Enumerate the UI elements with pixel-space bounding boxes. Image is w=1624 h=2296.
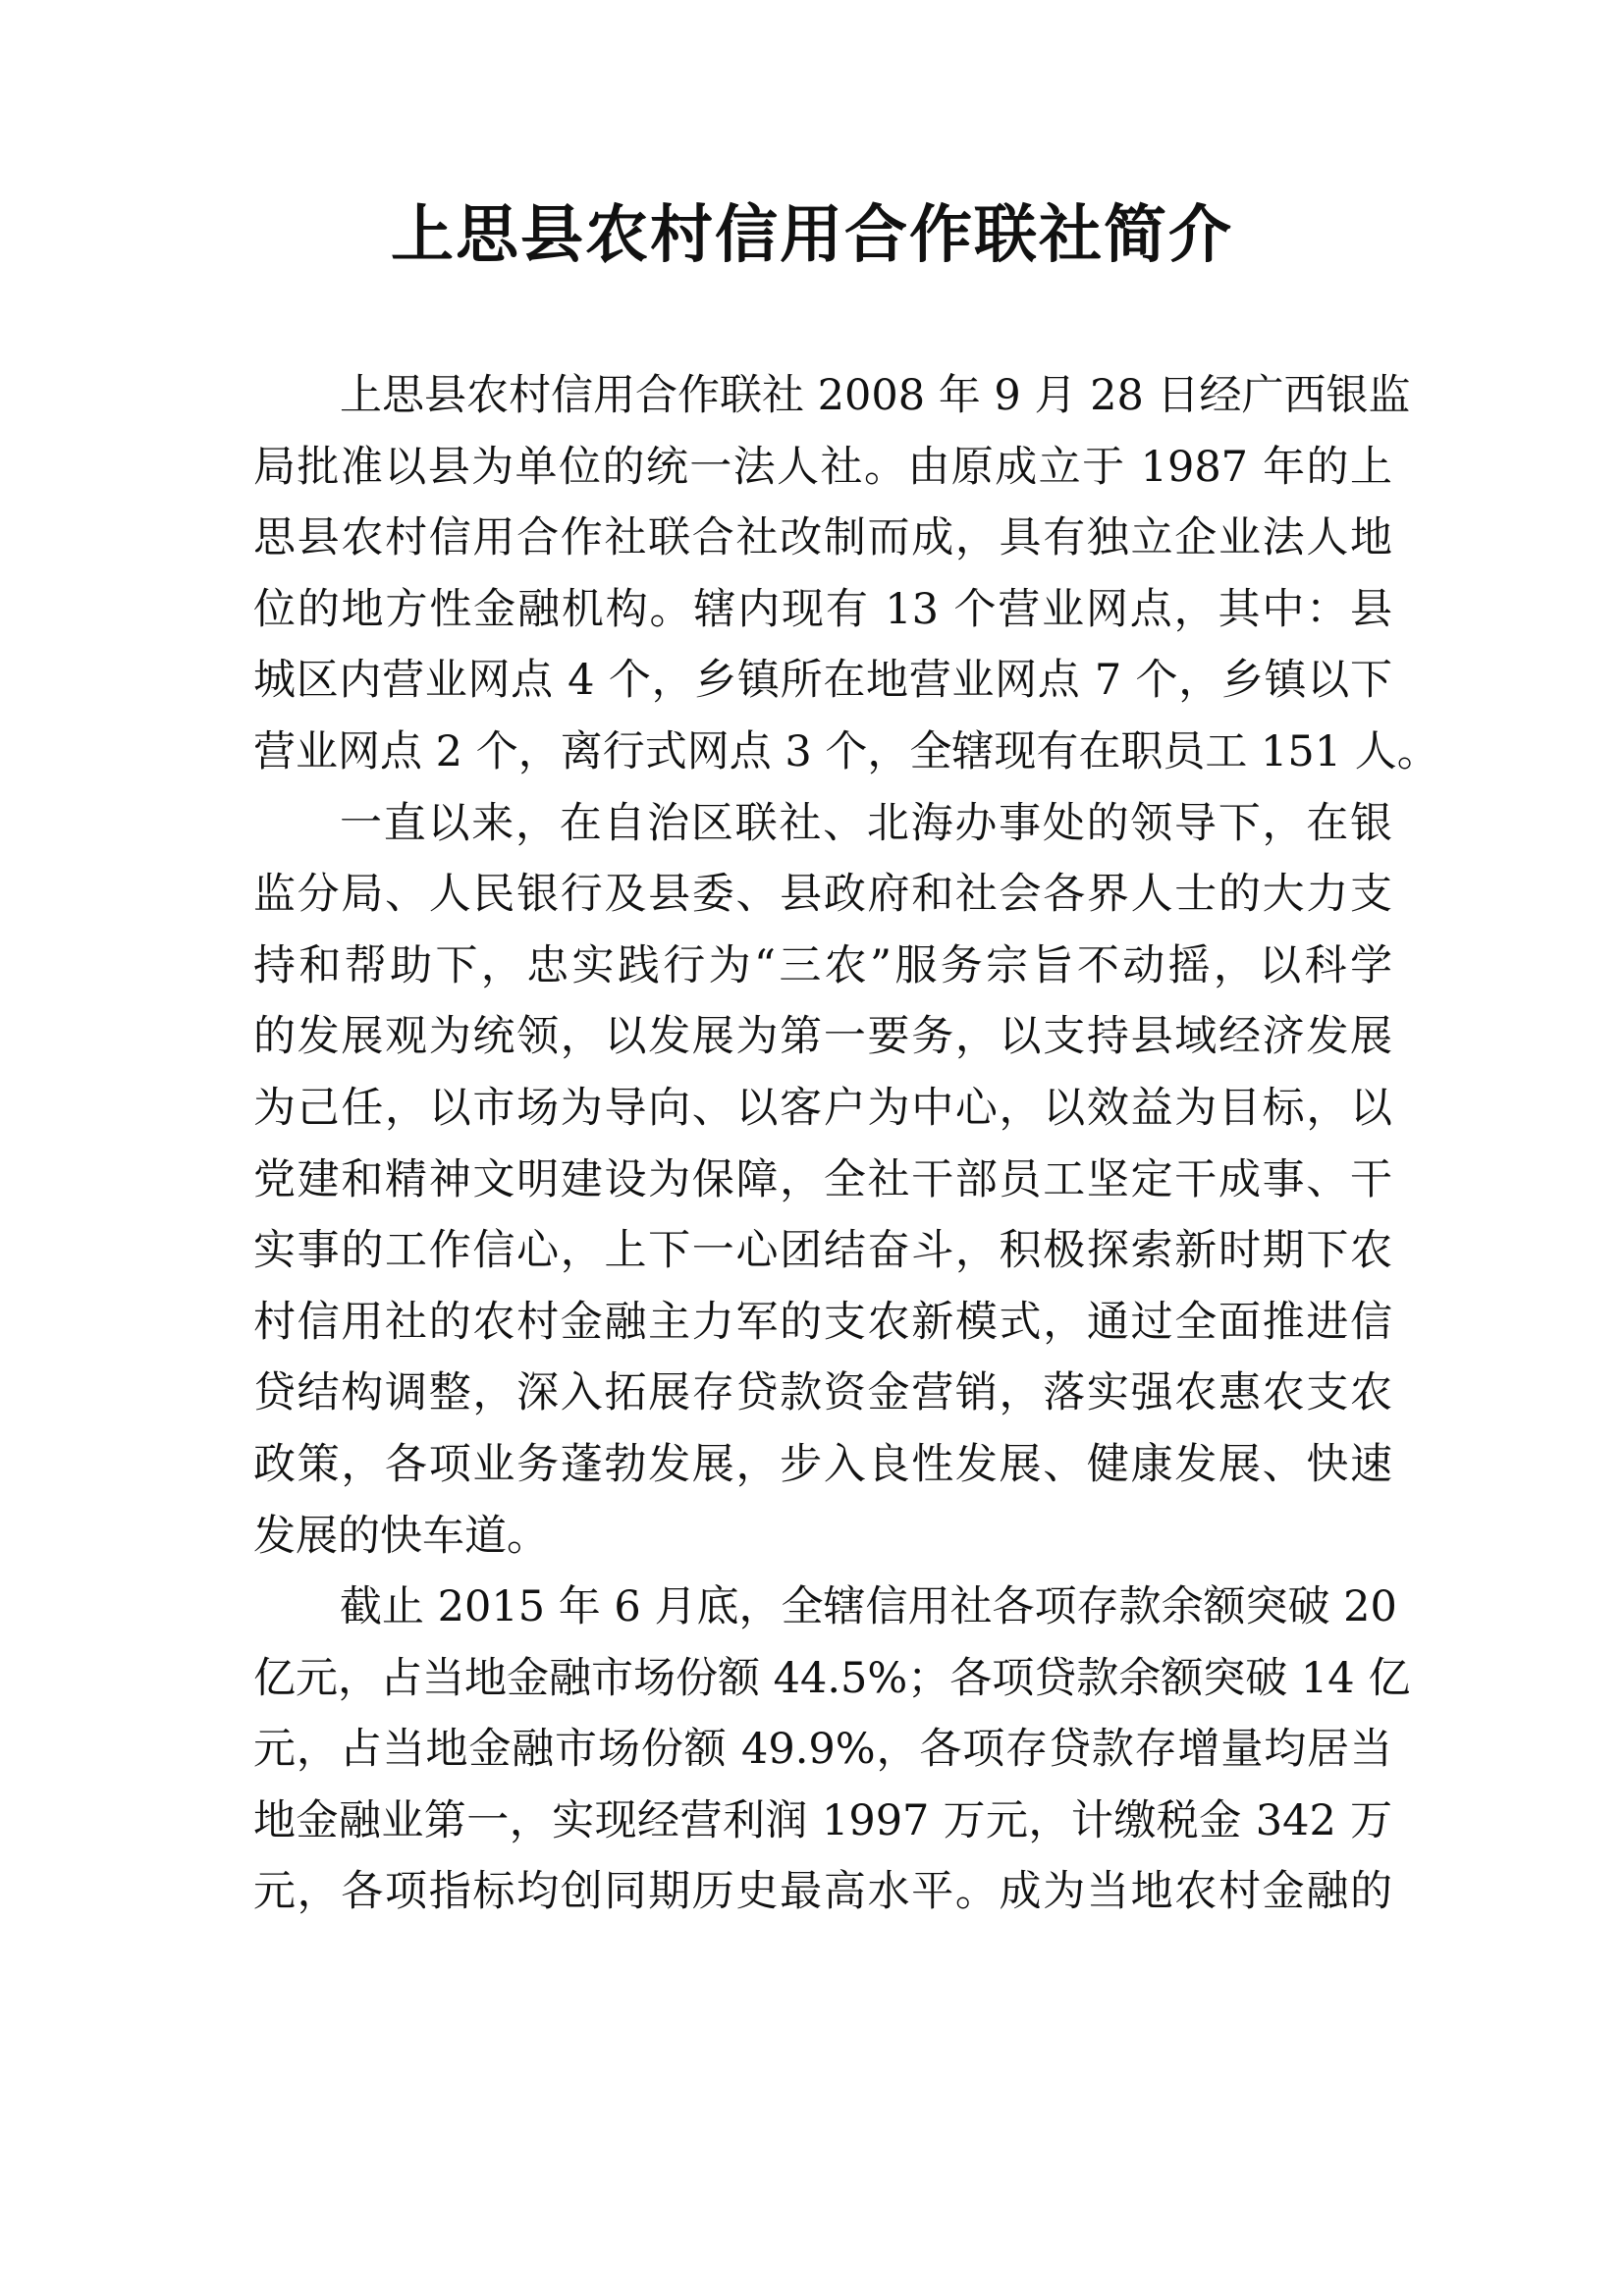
text-line: 政策，各项业务蓬勃发展，步入良性发展、健康发展、快速: [253, 1439, 1392, 1489]
text-line: 地金融业第一，实现经营利润 1997 万元，计缴税金 342 万: [253, 1795, 1392, 1845]
text-line: 上思县农村信用合作联社 2008 年 9 月 28 日经广西银监: [340, 371, 1411, 420]
text-line: 贷结构调整，深入拓展存贷款资金营销，落实强农惠农支农: [253, 1368, 1392, 1418]
text-line: 元，占当地金融市场份额 49.9%，各项存贷款存增量均居当: [253, 1725, 1392, 1775]
text-line: 营业网点 2 个，离行式网点 3 个，全辖现有在职员工 151 人。: [253, 726, 1439, 776]
document-body: [253, 360, 1439, 1928]
text-line: 的发展观为统领，以发展为第一要务，以支持县域经济发展: [253, 1012, 1392, 1062]
paragraph-3: [253, 1572, 1411, 1928]
text-line: 实事的工作信心，上下一心团结奋斗，积极探索新时期下农: [253, 1226, 1392, 1276]
text-line: 截止 2015 年 6 月底，全辖信用社各项存款余额突破 20: [340, 1582, 1397, 1632]
text-line: 城区内营业网点 4 个，乡镇所在地营业网点 7 个，乡镇以下: [253, 656, 1392, 706]
text-line: 监分局、人民银行及县委、县政府和社会各界人士的大力支: [253, 870, 1392, 920]
text-line: 为己任，以市场为导向、以客户为中心，以效益为目标，以: [253, 1083, 1392, 1133]
text-line: 元，各项指标均创同期历史最高水平。成为当地农村金融的: [253, 1867, 1392, 1917]
text-line: 位的地方性金融机构。辖内现有 13 个营业网点，其中：县: [253, 584, 1392, 634]
text-line: 党建和精神文明建设为保障，全社干部员工坚定干成事、干: [253, 1154, 1392, 1204]
text-line: 村信用社的农村金融主力军的支农新模式，通过全面推进信: [253, 1297, 1392, 1347]
text-line: 亿元，占当地金融市场份额 44.5%；各项贷款余额突破 14 亿: [253, 1653, 1411, 1703]
paragraph-2: [253, 788, 1392, 1573]
text-line: 一直以来，在自治区联社、北海办事处的领导下，在银: [340, 798, 1392, 848]
page-title: 上思县农村信用合作联社简介: [391, 199, 1233, 272]
paragraph-1: [253, 360, 1439, 788]
text-line: 局批准以县为单位的统一法人社。由原成立于 1987 年的上: [253, 442, 1392, 492]
text-line: 发展的快车道。: [253, 1511, 549, 1561]
text-line: 持和帮助下，忠实践行为“三农”服务宗旨不动摇，以科学: [253, 940, 1392, 990]
text-line: 思县农村信用合作社联合社改制而成，具有独立企业法人地: [253, 513, 1392, 563]
